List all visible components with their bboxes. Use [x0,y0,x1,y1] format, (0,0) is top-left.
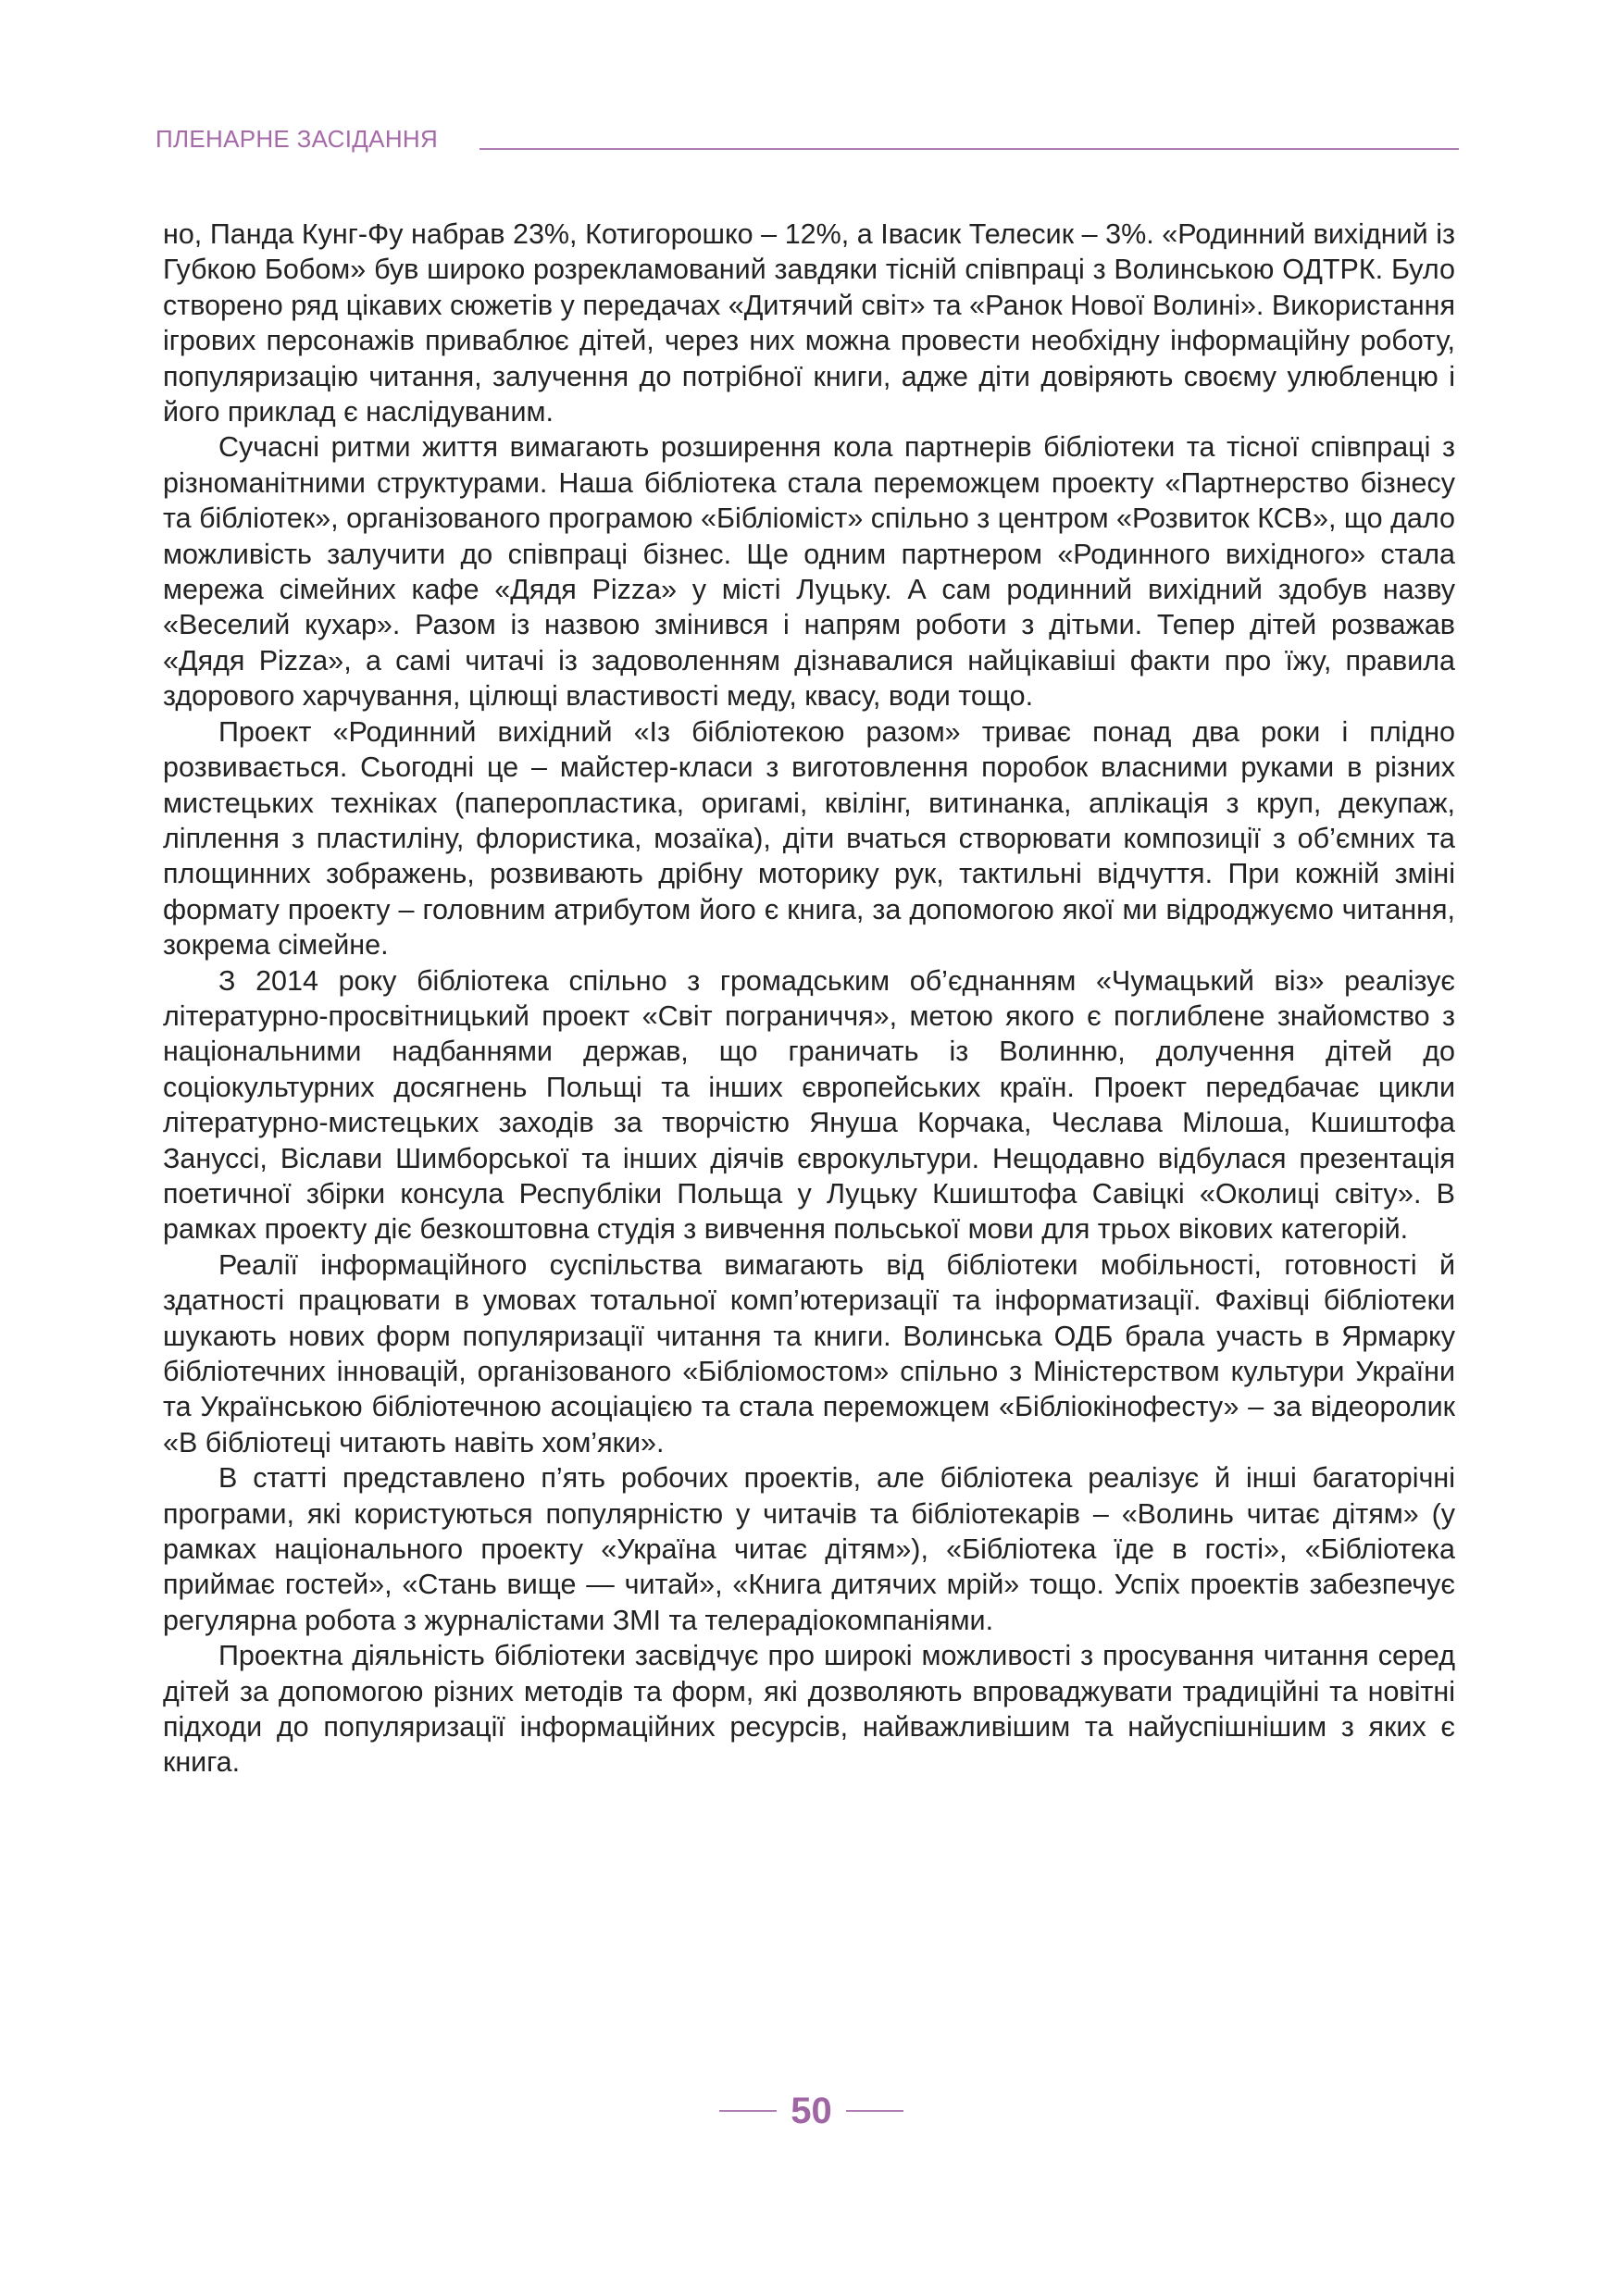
paragraph: Реалії інформаційного суспільства вимагають від бібліотеки мобільності, готовності й здатності працювати в умовах тотальної комп’ютеризації та інформатизації. Фахівці бібліотеки шукають нових форм популяризації читання та книги. Волинська ОДБ брала участь в Ярмарку бібліотечних інновацій, організованого «Бібліомостом» спільно з Міністерством культури України та Українською бібліотечною асоціацією та стала переможцем «Бібліокінофесту» – за відеоролик «В бібліотеці читають навіть хом’яки». [163,1248,1455,1458]
footer-rule-right [846,2110,903,2112]
page-number: 50 [791,2091,832,2131]
paragraph: Сучасні ритми життя вимагають розширення кола партнерів бібліотеки та тісної співпраці з різноманітними структурами. Наша бібліотека стала переможцем проекту «Партнерство бізнесу та бібліотек», організованого програмою «Бібліоміст» спільно з центром «Розвиток КСВ», що дало можливість залучити до співпраці бізнес. Ще одним партнером «Родинного вихідного» стала мережа сімейних кафе «Дядя Pizza» у місті Луцьку. А сам родинний вихідний здобув назву «Веселий кухар». Разом із назвою змінився і напрям роботи з дітьми. Тепер дітей розважав «Дядя Pizza», а самі читачі із задоволенням дізнавалися найцікавіші факти про їжу, правила здорового харчування, цілющі властивості меду, квасу, води тощо. [163,431,1455,713]
paragraph: Проектна діяльність бібліотеки засвідчує про широкі можливості з просування читання серед дітей за допомогою різних методів та форм, які дозволяють впроваджувати традиційні та новітні підходи до популяризації інформаційних ресурсів, найважливішим та найуспішнішим з яких є книга. [163,1640,1455,1779]
article-body [163,217,1455,1781]
paragraph: Проект «Родинний вихідний «Із бібліотекою разом» триває понад два роки і плідно розвивається. Сьогодні це – майстер-класи з виготовлення поробок власними руками в різних мистецьких техніках (паперопластика, оригамі, квілінг, витинанка, аплікація з круп, декупаж, ліплення з пластиліну, флористика, мозаїка), діти вчаться створювати композиції з об’ємних та площинних зображень, розвивають дрібну моторику рук, тактильні відчуття. При кожній зміні формату проекту – головним атрибутом його є книга, за допомогою якої ми відроджуємо читання, зокрема сімейне. [163,715,1455,962]
running-header [156,122,1459,155]
section-title: ПЛЕНАРНЕ ЗАСІДАННЯ [156,125,439,153]
paragraph: но, Панда Кунг-Фу набрав 23%, Котигорошко – 12%, а Івасик Телесик – 3%. «Родинний вихідний із Губкою Бобом» був широко розрекламований завдяки тісній співпраці з Волинською ОДТРК. Було створено ряд цікавих сюжетів у передачах «Дитячий світ» та «Ранок Нової Волині». Використання ігрових персонажів приваблює дітей, через них можна провести необхідну інформаційну роботу, популяризацію читання, залучення до потрібної книги, адже діти довіряють своєму улюбленцю і його приклад є наслідуваним. [163,218,1455,428]
header-rule [479,148,1459,150]
paragraph: З 2014 року бібліотека спільно з громадським об’єднанням «Чумацький віз» реалізує літературно-просвітницький проект «Світ пограниччя», метою якого є поглиблене знайомство з національними надбаннями держав, що граничать із Волинню, долучення дітей до соціокультурних досягнень Польщі та інших європейських країн. Проект передбачає цикли літературно-мистецьких заходів за творчістю Януша Корчака, Чеслава Мілоша, Кшиштофа Зануссі, Віслави Шимборської та інших діячів єврокультури. Нещодавно відбулася презентація поетичної збірки консула Республіки Польща у Луцьку Кшиштофа Савіцкі «Околиці світу». В рамках проекту діє безкоштовна студія з вивчення польської мови для трьох вікових категорій. [163,964,1455,1246]
footer-rule-left [719,2110,777,2112]
page-footer [0,2082,1619,2138]
paragraph: В статті представлено п’ять робочих проектів, але бібліотека реалізує й інші багаторічні програми, які користуються популярністю у читачів та бібліотекарів – «Волинь читає дітям» (у рамках національного проекту «Україна читає дітям»), «Бібліотека їде в гості», «Бібліотека приймає гостей», «Стань вище — читай», «Книга дитячих мрій» тощо. Успіх проектів забезпечує регулярна робота з журналістами ЗМІ та телерадіокомпаніями. [163,1462,1455,1636]
